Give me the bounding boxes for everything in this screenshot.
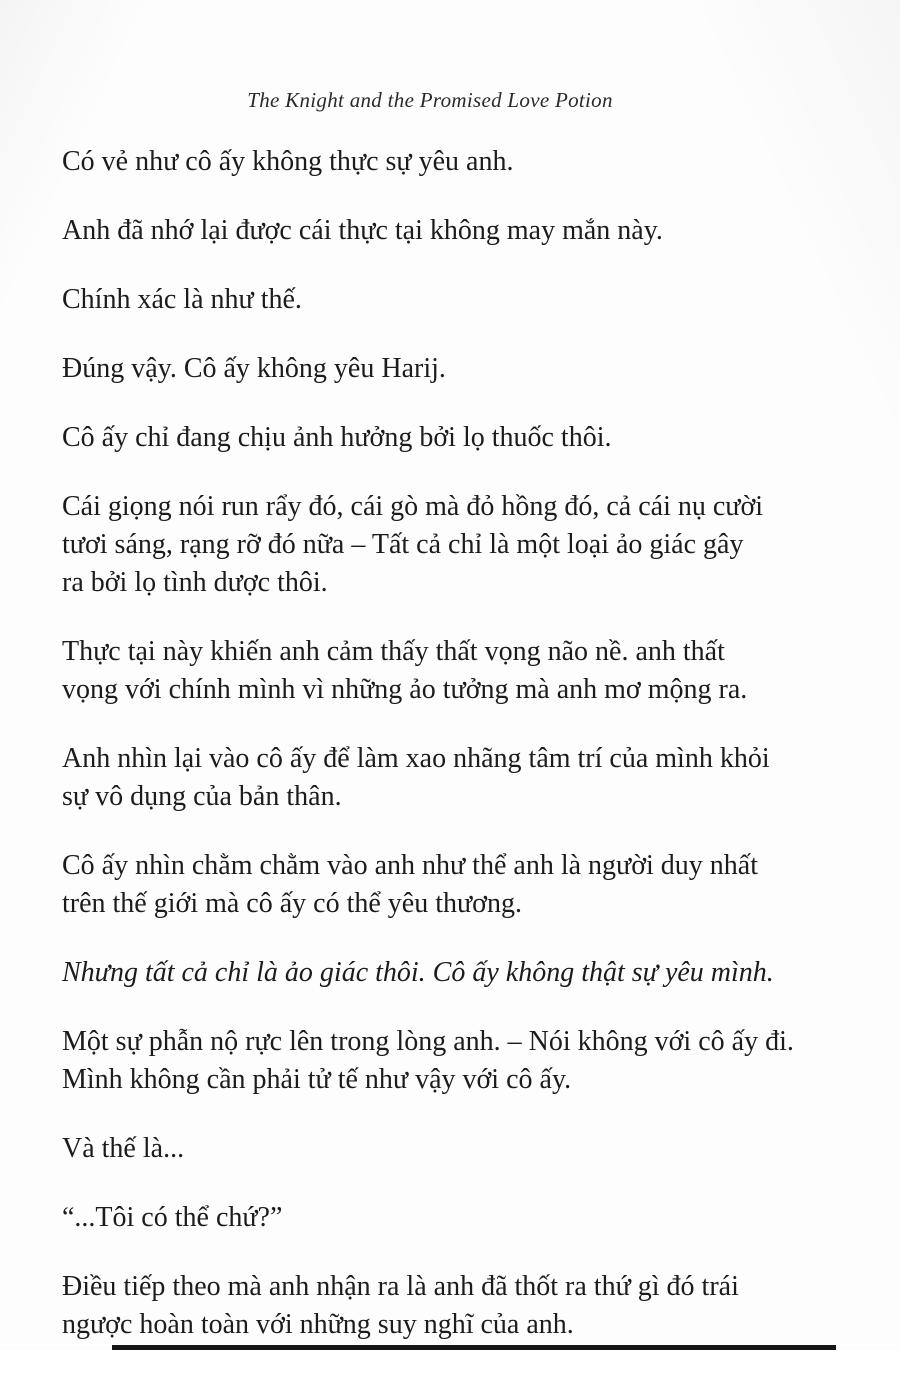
paragraph-2: Anh đã nhớ lại được cái thực tại không may mắn này. [62, 215, 663, 246]
paragraph-3: Chính xác là như thế. [62, 284, 302, 315]
paragraph-8: Anh nhìn lại vào cô ấy để làm xao nhãng tâm trí của mình khỏi sự vô dụng của bản thân. [62, 743, 770, 812]
scan-edge-artifact [112, 1345, 836, 1350]
paragraph-14: Điều tiếp theo mà anh nhận ra là anh đã thốt ra thứ gì đó trái ngược hoàn toàn với những suy nghĩ của anh. [62, 1271, 739, 1340]
paragraph-5: Cô ấy chỉ đang chịu ảnh hưởng bởi lọ thuốc thôi. [62, 422, 612, 453]
paragraph-6: Cái giọng nói run rẩy đó, cái gò mà đỏ hồng đó, cả cái nụ cười tươi sáng, rạng rỡ đó nữa – Tất cả chỉ là một loại ảo giác gây ra bởi lọ tình dược thôi. [62, 491, 764, 598]
paragraph-12: Và thế là... [62, 1133, 185, 1164]
paragraph-13-dialogue: “...Tôi có thể chứ?” [62, 1202, 283, 1233]
paragraph-1: Có vẻ như cô ấy không thực sự yêu anh. [62, 146, 514, 177]
paragraph-4: Đúng vậy. Cô ấy không yêu Harij. [62, 353, 446, 384]
text-column [62, 143, 857, 1375]
paragraph-11: Một sự phẫn nộ rực lên trong lòng anh. – Nói không với cô ấy đi. Mình không cần phải tử tế như vậy với cô ấy. [62, 1026, 794, 1095]
paragraph-7: Thực tại này khiến anh cảm thấy thất vọng não nề. anh thất vọng với chính mình vì những ảo tưởng mà anh mơ mộng ra. [62, 636, 748, 705]
running-header-title: The Knight and the Promised Love Potion [247, 88, 613, 112]
paragraph-10-inner-monologue: Nhưng tất cả chỉ là ảo giác thôi. Cô ấy không thật sự yêu mình. [62, 957, 774, 988]
paragraph-9: Cô ấy nhìn chằm chằm vào anh như thể anh là người duy nhất trên thế giới mà cô ấy có thể yêu thương. [62, 850, 758, 919]
